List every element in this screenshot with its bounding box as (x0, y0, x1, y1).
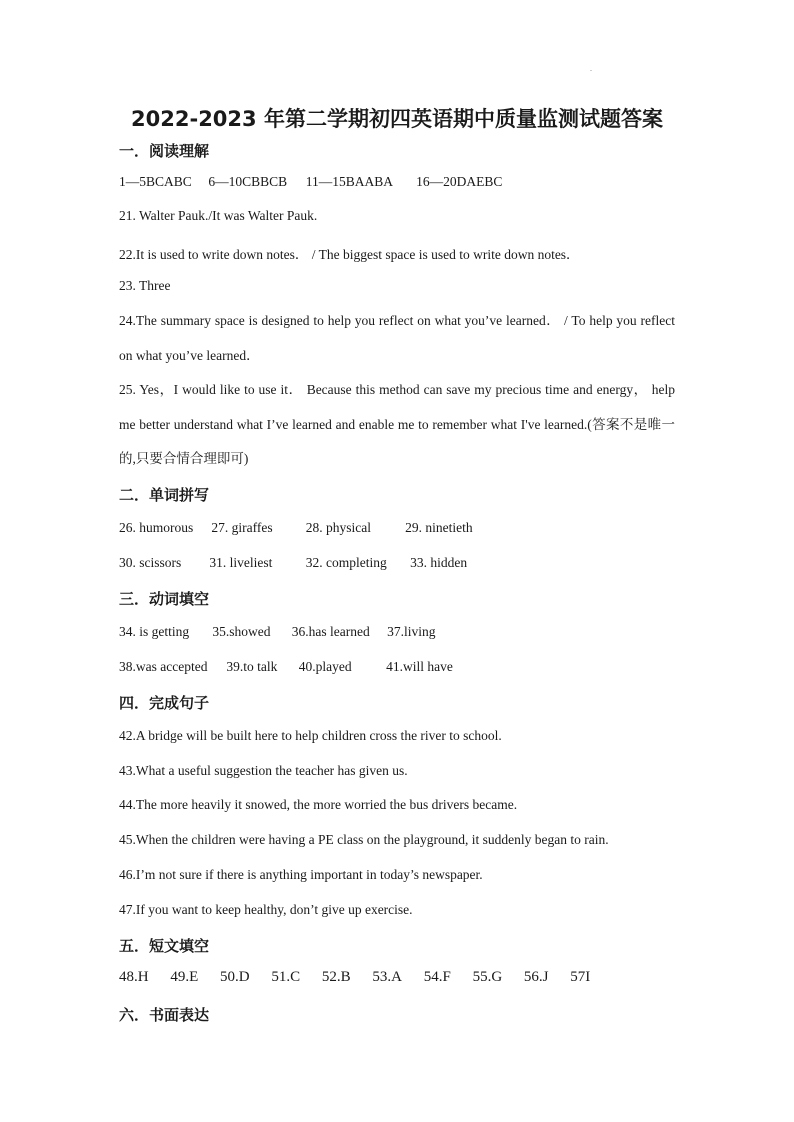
cloze-answer: 49.E (170, 969, 199, 985)
mc-answer: 16—20DAEBC (416, 174, 503, 189)
page-title: 2022-2023 年第二学期初四英语期中质量监测试题答案 (131, 107, 663, 131)
scan-speck (590, 70, 592, 71)
verb-answer: 41.will have (386, 659, 453, 674)
answer-22: 22.It is used to write down notes． / The biggest space is used to write down notes． (119, 247, 580, 262)
cloze-answer: 48.H (119, 969, 149, 985)
spelling-answer: 27. giraffes (211, 520, 273, 535)
spelling-answer: 28. physical (305, 520, 371, 535)
answer-21: 21. Walter Pauk./It was Walter Pauk. (119, 208, 318, 223)
verb-answer: 35.showed (212, 624, 271, 639)
sentence-answer-47: 47.If you want to keep healthy, don’t give up exercise. (119, 902, 413, 917)
sentence-answer-44: 44.The more heavily it snowed, the more worried the bus drivers became. (119, 797, 518, 812)
cloze-answer: 53.A (372, 969, 402, 985)
cloze-answer: 50.D (220, 969, 250, 985)
sentence-answer-43: 43.What a useful suggestion the teacher has given us. (119, 763, 408, 778)
cloze-answer: 55.G (472, 969, 503, 985)
answer-25: 25. Yes，I would like to use it． Because this method can save my precious time and energy， help me better understand what I’ve learned and enable me to remember what I've learned.(答案不是唯一的,只要合情合理即可) (119, 382, 675, 467)
verb-answer: 38.was accepted (119, 659, 208, 674)
cloze-answer: 56.J (523, 969, 549, 985)
verb-answer: 36.has learned (291, 624, 370, 639)
spelling-answer: 26. humorous (119, 520, 194, 535)
section-heading-writing: 六．书面表达 (119, 1006, 210, 1024)
answer-24: 24.The summary space is designed to help you reflect on what you’ve learned． / To help you reflect on what you’ve learned． (119, 313, 675, 363)
spelling-answer: 29. ninetieth (405, 520, 473, 535)
mc-answer: 6—10CBBCB (208, 174, 288, 189)
mc-answer: 1—5BCABC (119, 174, 192, 189)
answer-23: 23. Three (119, 278, 171, 293)
spelling-answer: 32. completing (305, 555, 387, 570)
cloze-answer: 54.F (423, 969, 451, 985)
verbs-row-2 (119, 659, 453, 675)
sentence-answer-46: 46.I’m not sure if there is anything important in today’s newspaper. (119, 867, 483, 882)
verbs-row-1 (119, 624, 436, 640)
verb-answer: 37.living (387, 624, 436, 639)
spelling-answer: 30. scissors (119, 555, 182, 570)
spelling-row-1 (119, 520, 473, 536)
sentence-answer-42: 42.A bridge will be built here to help children cross the river to school. (119, 728, 502, 743)
spelling-row-2 (119, 555, 467, 571)
verb-answer: 34. is getting (119, 624, 190, 639)
mc-answer: 11—15BAABA (305, 174, 394, 189)
cloze-answer: 52.B (321, 969, 351, 985)
cloze-answers-row (119, 969, 608, 986)
spelling-answer: 33. hidden (410, 555, 468, 570)
verb-answer: 40.played (298, 659, 352, 674)
section-heading-sentences: 四．完成句子 (119, 694, 210, 712)
mc-answers-row (119, 174, 502, 190)
section-heading-verbs: 三．动词填空 (119, 590, 210, 608)
verb-answer: 39.to talk (226, 659, 278, 674)
section-heading-reading: 一．阅读理解 (119, 142, 210, 160)
cloze-answer: 51.C (271, 969, 301, 985)
sentence-answer-45: 45.When the children were having a PE class on the playground, it suddenly began to rain. (119, 832, 609, 847)
section-heading-cloze: 五．短文填空 (119, 937, 210, 955)
cloze-answer: 57I (570, 969, 591, 985)
spelling-answer: 31. liveliest (209, 555, 273, 570)
section-heading-spelling: 二．单词拼写 (119, 486, 210, 504)
